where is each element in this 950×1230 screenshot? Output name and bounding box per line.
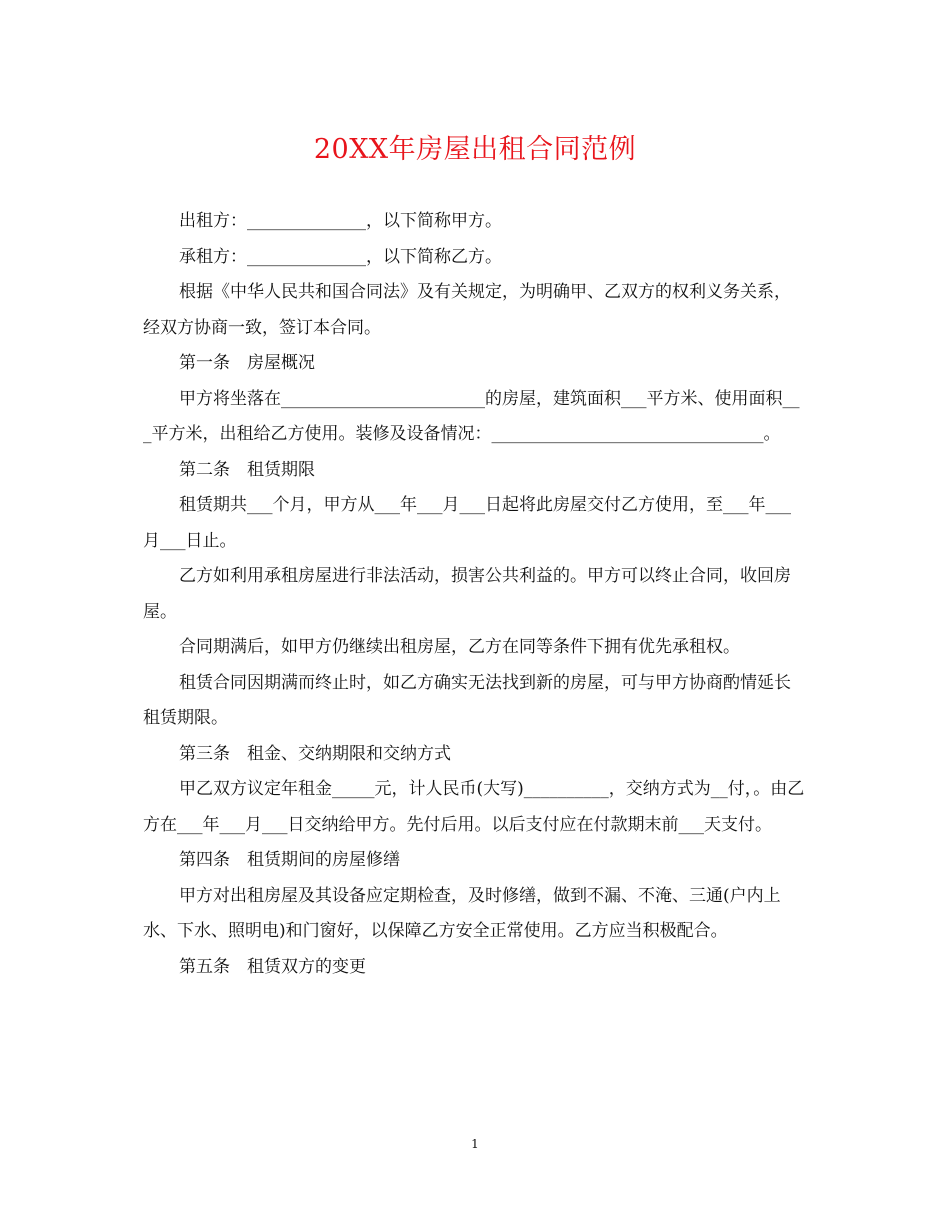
lessor-line: 出租方：______________，以下简称甲方。 (179, 211, 502, 231)
article-4-heading: 第四条 租赁期间的房屋修缮 (179, 850, 400, 870)
article-2-paragraph-4: 租赁合同因期满而终止时，如乙方确实无法找到新的房屋，可与甲方协商酌情延长租赁期限。 (143, 672, 791, 728)
article-1-heading: 第一条 房屋概况 (179, 353, 315, 373)
article-1-paragraph: 甲方将坐落在________________________的房屋，建筑面积___平方米、使用面积___平方米，出租给乙方使用。装修及设备情况：________________________________。 (143, 388, 800, 444)
document-body (143, 204, 807, 985)
article-2-paragraph-3: 合同期满后，如甲方仍继续出租房屋，乙方在同等条件下拥有优先承租权。 (179, 637, 740, 657)
article-2-paragraph-1: 租赁期共___个月，甲方从___年___月___日起将此房屋交付乙方使用，至___年___月___日止。 (143, 495, 791, 551)
article-3-heading: 第三条 租金、交纳期限和交纳方式 (179, 743, 451, 764)
article-2-heading: 第二条 租赁期限 (179, 459, 315, 480)
article-4-paragraph: 甲方对出租房屋及其设备应定期检查，及时修缮，做到不漏、不淹、三通(户内上水、下水、照明电)和门窗好，以保障乙方安全正常使用。乙方应当积极配合。 (143, 885, 781, 941)
preamble-paragraph: 根据《中华人民共和国合同法》及有关规定，为明确甲、乙双方的权利义务关系，经双方协商一致，签订本合同。 (143, 282, 791, 338)
lessee-line: 承租方：______________，以下简称乙方。 (179, 246, 502, 267)
article-5-heading: 第五条 租赁双方的变更 (179, 956, 366, 977)
article-2-paragraph-2: 乙方如利用承租房屋进行非法活动，损害公共利益的。甲方可以终止合同，收回房屋。 (143, 566, 791, 622)
document-title: 20XX年房屋出租合同范例 (313, 134, 637, 165)
article-3-paragraph: 甲乙双方议定年租金_____元，计人民币(大写)__________，交纳方式为__付，。由乙方在___年___月___日交纳给甲方。先付后用。以后支付应在付款期末前___天支付。 (143, 779, 805, 835)
page-number: 1 (471, 1137, 479, 1151)
